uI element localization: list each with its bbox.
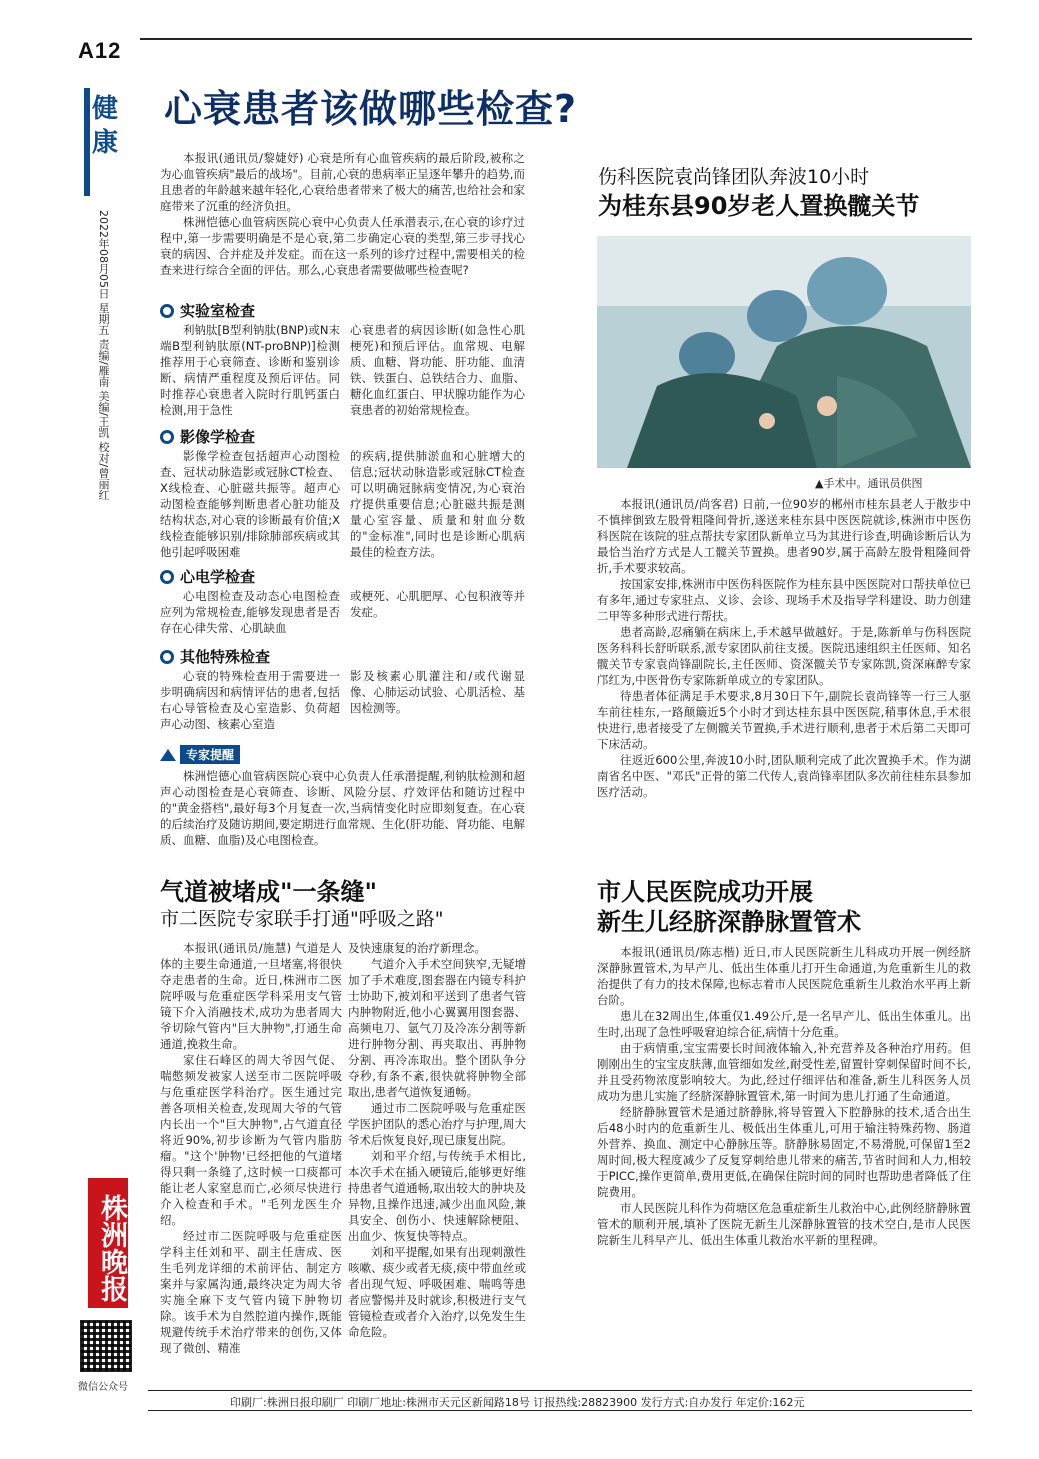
qr-code-icon	[80, 1320, 132, 1372]
article1-intro-p2: 株洲恺德心血管病医院心衰中心负责人任承潜表示,在心衰的诊疗过程中,第一步需要明确是不是心衰,第二步确定心衰的类型,第三步寻找心衰的病因、合并症及并发症。而在这一系列的诊疗过程中,需要相关的检查来进行综合全面的评估。那么,心衰患者需要做哪些检查呢?	[160, 215, 525, 277]
section-special-label: 其他特殊检查	[180, 648, 271, 666]
article3-col2-p5: 刘和平提醒,如果有出现刺激性咳嗽、痰少或者无痰,痰中带血丝或者出现气短、呼吸困难、喘鸣等患者应警惕并及时就诊,积极进行支气管镜检查或者介入治疗,以免发生生命危险。	[348, 1245, 526, 1339]
footer-bottom-rule	[148, 1410, 972, 1411]
pen-icon	[160, 749, 176, 761]
section-lab-heading	[160, 300, 255, 321]
article1-intro	[160, 150, 525, 278]
tip-heading: 专家提醒	[180, 745, 240, 764]
photo-caption: ▲手术中。通讯员供图	[815, 477, 923, 490]
article3-col1-p2: 家住石峰区的周大爷因气促、喘憋频发被家人送至市二医院呼吸与危重症医学科治疗。医生通过完善各项相关检查,发现周大爷的气管内长出一个"巨大肿物",占气道直径将近90%,初步诊断为气管内脂肪瘤。"这个'肿物'已经把他的气道堵得只剩一条缝了,这时候一口痰都可能让老人家窒息而亡,必须尽快进行介入检查和手术。"毛列龙医生介绍。	[160, 1053, 342, 1227]
section-ecg-col2: 或梗死、心肌肥厚、心包积液等并发症。	[350, 589, 525, 619]
article4-p3: 由于病情重,宝宝需要长时间液体输入,补充营养及各种治疗用药。但刚刚出生的宝宝皮肤薄,血管细如发丝,耐受性差,留置针穿刺保留时间不长,并且受药物浓度影响较大。为此,经过仔细评估和准备,新生儿科医务人员成功为患儿实施了经脐深静脉置管术,第一时间为患儿打通了生命通道。	[597, 1041, 971, 1103]
article3-col1-p3: 经过市二医院呼吸与危重症医学科主任刘和平、副主任唐成、医生毛列龙详细的术前评估、制定方案并与家属沟通,最终决定为周大爷实施全麻下支气管内镜下肿物切除。该手术为自然腔道内操作,既能规避传统手术治疗带来的创伤,又体现了微创、精准	[160, 1229, 342, 1355]
article2-body	[597, 496, 971, 800]
article2-p2: 按国家安排,株洲市中医伤科医院作为桂东县中医医院对口帮扶单位已有多年,通过专家驻点、义诊、会诊、现场手术及指导学科建设、助力创建二甲等多种形式进行帮扶。	[597, 577, 971, 623]
section-imaging-col2: 的疾病,提供肺淤血和心脏增大的信息;冠状动脉造影或冠脉CT检查可以明确冠脉病变情况,为心衰治疗提供重要信息;心脏磁共振是测量心室容量、质量和射血分数的"金标准",同时也是诊断心肌病最佳的检查方法。	[350, 449, 525, 559]
section-imaging-label: 影像学检查	[180, 428, 256, 446]
article2-p4: 待患者体征满足手术要求,8月30日下午,副院长袁尚锋等一行三人驱车前往桂东,一路颠簸近5个小时才到达桂东县中医医院,稍事休息,手术很快进行,患者接受了左侧髋关节置换,手术进行顺利,患者于术后第二天即可下床活动。	[597, 689, 971, 751]
footer-top-rule	[148, 1390, 972, 1391]
article1-intro-p1: 本报讯(通讯员/黎婕妤) 心衰是所有心血管疾病的最后阶段,被称之为心血管疾病"最后的战场"。目前,心衰的患病率正呈逐年攀升的趋势,而且患者的年龄越来越年轻化,心衰给患者带来了极大的痛苦,也给社会和家庭带来了沉重的经济负担。	[160, 151, 525, 213]
article3-col2-p2: 气道介入手术空间狭窄,无疑增加了手术难度,图套器在内镜专科护士协助下,被刘和平送到了患者气管内肿物附近,他小心翼翼用图套器、高频电刀、氩气刀及冷冻分割等新进行肿物分割、再夹取出、再肿物分割、再冷冻取出。整个团队争分夺秒,有条不紊,很快就将肿物全部取出,患者气道恢复通畅。	[348, 957, 526, 1099]
surgery-photo-illustration	[597, 236, 971, 468]
article2-p3: 患者高龄,忍痛躺在病床上,手术越早做越好。于是,陈新单与伤科医院医务科科长舒昕联系,派专家团队前往支援。医院迅速组织主任医师、知名髋关节专家袁尚锋副院长,主任医师、资深髋关节专家陈凯,资深麻醉专家邝红为,中医骨伤专家陈新单成立的专家团队。	[597, 625, 971, 687]
footer-text: 印刷厂:株洲日报印刷厂 印刷厂地址:株洲市天元区新闻路18号 订报热线:28823900 发行方式:自办发行 年定价:162元	[230, 1396, 805, 1409]
article3-subtitle: 市二医院专家联手打通"呼吸之路"	[160, 908, 444, 930]
section-dot-icon	[160, 650, 174, 664]
article4-title-line2: 新生儿经脐深静脉置管术	[597, 908, 861, 936]
section-ecg-col1: 心电图检查及动态心电图检查应列为常规检查,能够发现患者是否存在心律失常、心肌缺血	[160, 589, 340, 635]
article3-title: 气道被堵成"一条缝"	[160, 878, 378, 906]
section-special-col2: 影及核素心肌灌注和/或代谢显像、心肺运动试验、心肌活检、基因检测等。	[350, 669, 525, 715]
article4-p2: 患儿在32周出生,体重仅1.49公斤,是一名早产儿、低出生体重儿。出生时,出现了急性呼吸窘迫综合征,病情十分危重。	[597, 1009, 971, 1039]
section-special-heading	[160, 646, 270, 667]
article4-p1: 本报讯(通讯员/陈志楷) 近日,市人民医院新生儿科成功开展一例经脐深静脉置管术,为早产儿、低出生体重儿打开生命通道,为危重新生儿的救治提供了有力的技术保障,也标志着市人民医院危重新生儿救治水平再上新台阶。	[597, 945, 971, 1007]
page-number: A12	[78, 38, 122, 63]
wechat-label: 微信公众号	[78, 1382, 128, 1393]
article2-p5: 往返近600公里,奔波10小时,团队顺利完成了此次置换手术。作为湖南省名中医、"邓氏"正骨的第二代传人,袁尚锋率团队多次前往桂东县参加医疗活动。	[597, 753, 971, 799]
article4-p4: 经脐静脉置管术是通过脐静脉,将导管置入下腔静脉的技术,适合出生后48小时内的危重新生儿、极低出生体重儿,可用于输注特殊药物、肠道外营养、换血、测定中心静脉压等。脐静脉易固定,不易滑脱,可保留1至2周时间,极大程度减少了反复穿刺给患儿带来的痛苦,节省时间和人力,相较于PICC,操作更简单,费用更低,在确保住院时间的同时也帮助患者降低了住院费用。	[597, 1105, 971, 1199]
section-lab-label: 实验室检查	[180, 302, 256, 320]
article3-col2-p1: 及快速康复的治疗新理念。	[348, 941, 486, 955]
tip-heading-row	[160, 745, 240, 764]
section-lab-col2: 心衰患者的病因诊断(如急性心肌梗死)和预后评估。血常规、电解质、血糖、肾功能、肝功能、血清铁、铁蛋白、总铁结合力、血脂、糖化血红蛋白、甲状腺功能作为心衰患者的初始常规检查。	[350, 323, 525, 417]
section-special-col1: 心衰的特殊检查用于需要进一步明确病因和病情评估的患者,包括右心导管检查及心室造影、负荷超声心动图、核素心室造	[160, 669, 340, 731]
brand-logo: 株洲晚报	[96, 1194, 127, 1302]
section-ecg-heading	[160, 566, 255, 587]
article3-col1	[160, 940, 342, 1356]
section-imaging-col1: 影像学检查包括超声心动图检查、冠状动脉造影或冠脉CT检查、X线检查、心脏磁共振等。超声心动图检查能够判断患者心脏功能及结构状态,对心衰的诊断最有价值;X线检查能够识别/排除肺部疾病或其他引起呼吸困难	[160, 449, 340, 559]
article3-col1-p1: 本报讯(通讯员/施慧) 气道是人体的主要生命通道,一旦堵塞,将很快夺走患者的生命。近日,株洲市二医院呼吸与危重症医学科采用支气管镜下介入消融技术,成功为患者周大爷切除气管内"巨大肿物",打通生命通道,挽救生命。	[160, 941, 342, 1051]
article2-subtitle: 伤科医院袁尚锋团队奔波10小时	[598, 166, 870, 188]
top-rule	[140, 38, 972, 40]
article4-title-line1: 市人民医院成功开展	[597, 878, 813, 906]
section-dot-icon	[160, 304, 174, 318]
article2-p1: 本报讯(通讯员/尚客君) 日前,一位90岁的郴州市桂东县老人于散步中不慎摔倒致左股骨粗隆间骨折,遂送来桂东县中医医院就诊,株洲市中医伤科医院在该院的驻点帮扶专家团队新单立马为其进行诊查,明确诊断后认为最恰当治疗方式是人工髋关节置换。患者90岁,属于高龄左股骨粗隆间骨折,手术要求较高。	[597, 497, 971, 575]
section-ecg-label: 心电学检查	[180, 568, 256, 586]
article4-p5: 市人民医院儿科作为荷塘区危急重症新生儿救治中心,此例经脐静脉置管术的顺利开展,填补了医院无新生儿深静脉置管的技术空白,是市人民医院新生儿科早产儿、低出生体重儿救治水平新的里程碑。	[597, 1201, 971, 1247]
section-dot-icon	[160, 430, 174, 444]
article4-body	[597, 944, 971, 1248]
article1-title: 心衰患者该做哪些检查?	[164, 87, 578, 131]
article3-col2-p4: 刘和平介绍,与传统手术相比,本次手术在插入硬镜后,能够更好维持患者气道通畅,取出较大的肿块及异物,且操作迅速,减少出血风险,兼具安全、创伤小、快速解除梗阻、出血少、恢复快等特点。	[348, 1149, 526, 1243]
article3-col2	[348, 940, 526, 1340]
section-imaging-heading	[160, 426, 255, 447]
surgery-photo	[597, 236, 971, 468]
section-dot-icon	[160, 570, 174, 584]
article2-title: 为桂东县90岁老人置换髋关节	[598, 192, 920, 220]
date-line: 2022年08月05日 星期五 责编/雁南 美编/王凯 校对/曾丽红	[97, 210, 110, 501]
tip-text: 株洲恺德心血管病医院心衰中心负责人任承潜提醒,利钠肽检测和超声心动图检查是心衰筛查、诊断、风险分层、疗效评估和随访过程中的"黄金搭档",最好每3个月复查一次,当病情变化时应即刻复查。在心衰的后续治疗及随访期间,要定期进行血常规、生化(肝功能、肾功能、电解质、血糖、血脂)及心电图检查。	[160, 769, 525, 847]
section-label: 健康	[92, 94, 119, 158]
article3-col2-p3: 通过市二医院呼吸与危重症医学医护团队的悉心治疗与护理,周大爷术后恢复良好,现已康复出院。	[348, 1101, 526, 1147]
section-lab-col1: 利钠肽[B型利钠肽(BNP)或N末端B型利钠肽原(NT-proBNP)]检测推荐用于心衰筛查、诊断和鉴别诊断、病情严重程度及预后评估。同时推荐心衰患者入院时行肌钙蛋白检测,用于急性	[160, 323, 340, 417]
